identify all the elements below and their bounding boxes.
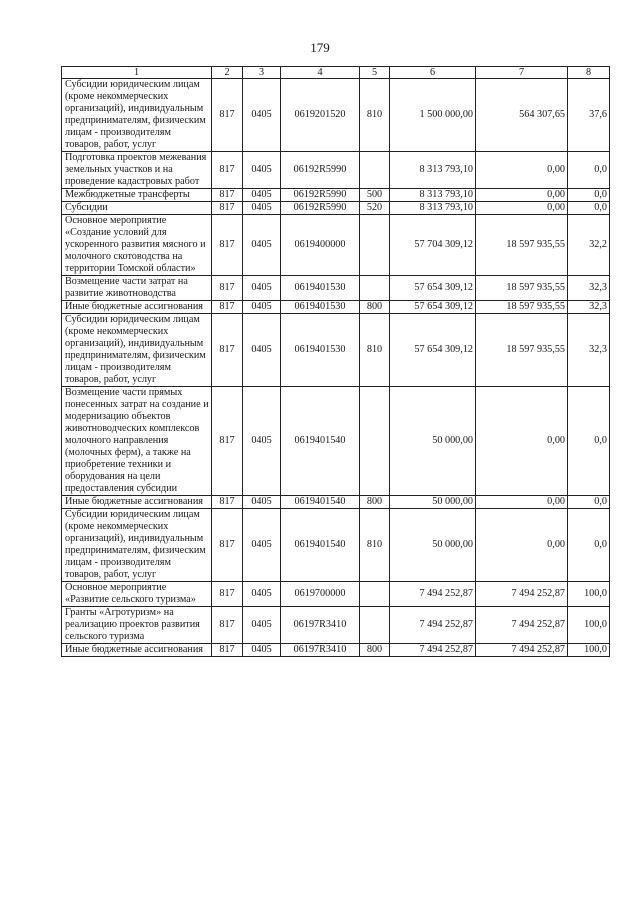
cell-target-article: 06192R5990 xyxy=(281,189,360,202)
cell-section-code: 0405 xyxy=(243,215,281,276)
cell-planned: 57 704 309,12 xyxy=(390,215,476,276)
cell-ministry-code: 817 xyxy=(212,202,243,215)
cell-name: Возмещение части затрат на развитие животноводства xyxy=(62,276,212,301)
cell-expense-type xyxy=(360,276,390,301)
cell-planned: 1 500 000,00 xyxy=(390,79,476,152)
cell-name: Субсидии юридическим лицам (кроме некоммерческих организаций), индивидуальным предпринимателям, физическим лицам - производителям товаров, работ, услуг xyxy=(62,509,212,582)
table-row xyxy=(62,79,610,152)
cell-planned: 57 654 309,12 xyxy=(390,314,476,387)
cell-section-code: 0405 xyxy=(243,582,281,607)
cell-target-article: 06197R3410 xyxy=(281,644,360,657)
cell-section-code: 0405 xyxy=(243,607,281,644)
cell-section-code: 0405 xyxy=(243,189,281,202)
cell-executed: 0,00 xyxy=(476,152,568,189)
cell-planned: 50 000,00 xyxy=(390,496,476,509)
table-row xyxy=(62,509,610,582)
cell-target-article: 0619401540 xyxy=(281,509,360,582)
cell-ministry-code: 817 xyxy=(212,496,243,509)
table-row xyxy=(62,301,610,314)
cell-percent: 32,2 xyxy=(568,215,610,276)
table-row xyxy=(62,202,610,215)
cell-expense-type: 500 xyxy=(360,189,390,202)
cell-section-code: 0405 xyxy=(243,301,281,314)
cell-percent: 0,0 xyxy=(568,496,610,509)
header-col-6: 6 xyxy=(390,67,476,79)
cell-expense-type xyxy=(360,215,390,276)
table-row xyxy=(62,387,610,496)
cell-section-code: 0405 xyxy=(243,202,281,215)
cell-executed: 0,00 xyxy=(476,387,568,496)
cell-percent: 100,0 xyxy=(568,582,610,607)
header-col-5: 5 xyxy=(360,67,390,79)
cell-expense-type: 810 xyxy=(360,314,390,387)
cell-planned: 57 654 309,12 xyxy=(390,276,476,301)
cell-ministry-code: 817 xyxy=(212,387,243,496)
cell-section-code: 0405 xyxy=(243,276,281,301)
cell-percent: 32,3 xyxy=(568,276,610,301)
table-row xyxy=(62,189,610,202)
cell-name: Гранты «Агротуризм» на реализацию проектов развития сельского туризма xyxy=(62,607,212,644)
table-row xyxy=(62,607,610,644)
cell-name: Субсидии xyxy=(62,202,212,215)
cell-executed: 7 494 252,87 xyxy=(476,607,568,644)
cell-executed: 18 597 935,55 xyxy=(476,276,568,301)
header-col-2: 2 xyxy=(212,67,243,79)
cell-name: Основное мероприятие «Создание условий для ускоренного развития мясного и молочного скотоводства на территории Томской области» xyxy=(62,215,212,276)
cell-executed: 0,00 xyxy=(476,496,568,509)
header-col-7: 7 xyxy=(476,67,568,79)
cell-target-article: 0619201520 xyxy=(281,79,360,152)
cell-planned: 7 494 252,87 xyxy=(390,607,476,644)
cell-expense-type xyxy=(360,607,390,644)
cell-name: Возмещение части прямых понесенных затрат на создание и модернизацию объектов животноводческих комплексов молочного направления (молочных ферм), а также на приобретение техники и оборудования на цели предоставления субсидии xyxy=(62,387,212,496)
cell-percent: 0,0 xyxy=(568,387,610,496)
cell-executed: 0,00 xyxy=(476,509,568,582)
cell-percent: 32,3 xyxy=(568,314,610,387)
cell-percent: 0,0 xyxy=(568,509,610,582)
page-number: 179 xyxy=(310,40,330,55)
table-header-row xyxy=(62,67,610,79)
cell-expense-type: 810 xyxy=(360,79,390,152)
cell-percent: 0,0 xyxy=(568,152,610,189)
cell-executed: 564 307,65 xyxy=(476,79,568,152)
cell-percent: 0,0 xyxy=(568,202,610,215)
cell-target-article: 06197R3410 xyxy=(281,607,360,644)
cell-ministry-code: 817 xyxy=(212,509,243,582)
cell-target-article: 0619401530 xyxy=(281,301,360,314)
cell-name: Иные бюджетные ассигнования xyxy=(62,301,212,314)
cell-executed: 7 494 252,87 xyxy=(476,582,568,607)
cell-section-code: 0405 xyxy=(243,496,281,509)
cell-expense-type: 800 xyxy=(360,496,390,509)
cell-section-code: 0405 xyxy=(243,314,281,387)
cell-expense-type xyxy=(360,387,390,496)
cell-ministry-code: 817 xyxy=(212,79,243,152)
header-col-1: 1 xyxy=(62,67,212,79)
cell-expense-type: 810 xyxy=(360,509,390,582)
cell-executed: 7 494 252,87 xyxy=(476,644,568,657)
header-col-8: 8 xyxy=(568,67,610,79)
cell-ministry-code: 817 xyxy=(212,607,243,644)
cell-executed: 0,00 xyxy=(476,189,568,202)
cell-section-code: 0405 xyxy=(243,387,281,496)
cell-planned: 50 000,00 xyxy=(390,387,476,496)
cell-expense-type xyxy=(360,582,390,607)
table-row xyxy=(62,496,610,509)
cell-percent: 100,0 xyxy=(568,644,610,657)
cell-ministry-code: 817 xyxy=(212,301,243,314)
cell-executed: 0,00 xyxy=(476,202,568,215)
cell-ministry-code: 817 xyxy=(212,152,243,189)
cell-name: Основное мероприятие «Развитие сельского туризма» xyxy=(62,582,212,607)
cell-planned: 8 313 793,10 xyxy=(390,152,476,189)
cell-target-article: 0619400000 xyxy=(281,215,360,276)
cell-name: Иные бюджетные ассигнования xyxy=(62,644,212,657)
cell-target-article: 0619401530 xyxy=(281,276,360,301)
cell-section-code: 0405 xyxy=(243,152,281,189)
cell-ministry-code: 817 xyxy=(212,215,243,276)
table-row xyxy=(62,644,610,657)
cell-percent: 32,3 xyxy=(568,301,610,314)
cell-ministry-code: 817 xyxy=(212,276,243,301)
cell-planned: 50 000,00 xyxy=(390,509,476,582)
cell-planned: 57 654 309,12 xyxy=(390,301,476,314)
cell-section-code: 0405 xyxy=(243,644,281,657)
cell-target-article: 06192R5990 xyxy=(281,152,360,189)
cell-target-article: 0619401530 xyxy=(281,314,360,387)
cell-section-code: 0405 xyxy=(243,79,281,152)
cell-planned: 7 494 252,87 xyxy=(390,644,476,657)
cell-percent: 100,0 xyxy=(568,607,610,644)
cell-target-article: 0619401540 xyxy=(281,387,360,496)
cell-expense-type: 800 xyxy=(360,301,390,314)
cell-planned: 7 494 252,87 xyxy=(390,582,476,607)
cell-planned: 8 313 793,10 xyxy=(390,202,476,215)
cell-target-article: 0619401540 xyxy=(281,496,360,509)
cell-executed: 18 597 935,55 xyxy=(476,314,568,387)
budget-table xyxy=(61,66,610,657)
table-row xyxy=(62,582,610,607)
cell-ministry-code: 817 xyxy=(212,644,243,657)
header-col-4: 4 xyxy=(281,67,360,79)
cell-name: Межбюджетные трансферты xyxy=(62,189,212,202)
table-row xyxy=(62,215,610,276)
cell-expense-type: 520 xyxy=(360,202,390,215)
cell-ministry-code: 817 xyxy=(212,189,243,202)
cell-name: Субсидии юридическим лицам (кроме некоммерческих организаций), индивидуальным предпринимателям, физическим лицам - производителям товаров, работ, услуг xyxy=(62,79,212,152)
cell-target-article: 0619700000 xyxy=(281,582,360,607)
cell-ministry-code: 817 xyxy=(212,314,243,387)
cell-name: Субсидии юридическим лицам (кроме некоммерческих организаций), индивидуальным предпринимателям, физическим лицам - производителям товаров, работ, услуг xyxy=(62,314,212,387)
cell-percent: 37,6 xyxy=(568,79,610,152)
header-col-3: 3 xyxy=(243,67,281,79)
cell-expense-type xyxy=(360,152,390,189)
cell-ministry-code: 817 xyxy=(212,582,243,607)
table-row xyxy=(62,314,610,387)
cell-executed: 18 597 935,55 xyxy=(476,215,568,276)
table-row xyxy=(62,152,610,189)
cell-target-article: 06192R5990 xyxy=(281,202,360,215)
table-row xyxy=(62,276,610,301)
cell-section-code: 0405 xyxy=(243,509,281,582)
cell-executed: 18 597 935,55 xyxy=(476,301,568,314)
cell-name: Иные бюджетные ассигнования xyxy=(62,496,212,509)
cell-name: Подготовка проектов межевания земельных участков и на проведение кадастровых работ xyxy=(62,152,212,189)
cell-planned: 8 313 793,10 xyxy=(390,189,476,202)
cell-expense-type: 800 xyxy=(360,644,390,657)
cell-percent: 0,0 xyxy=(568,189,610,202)
